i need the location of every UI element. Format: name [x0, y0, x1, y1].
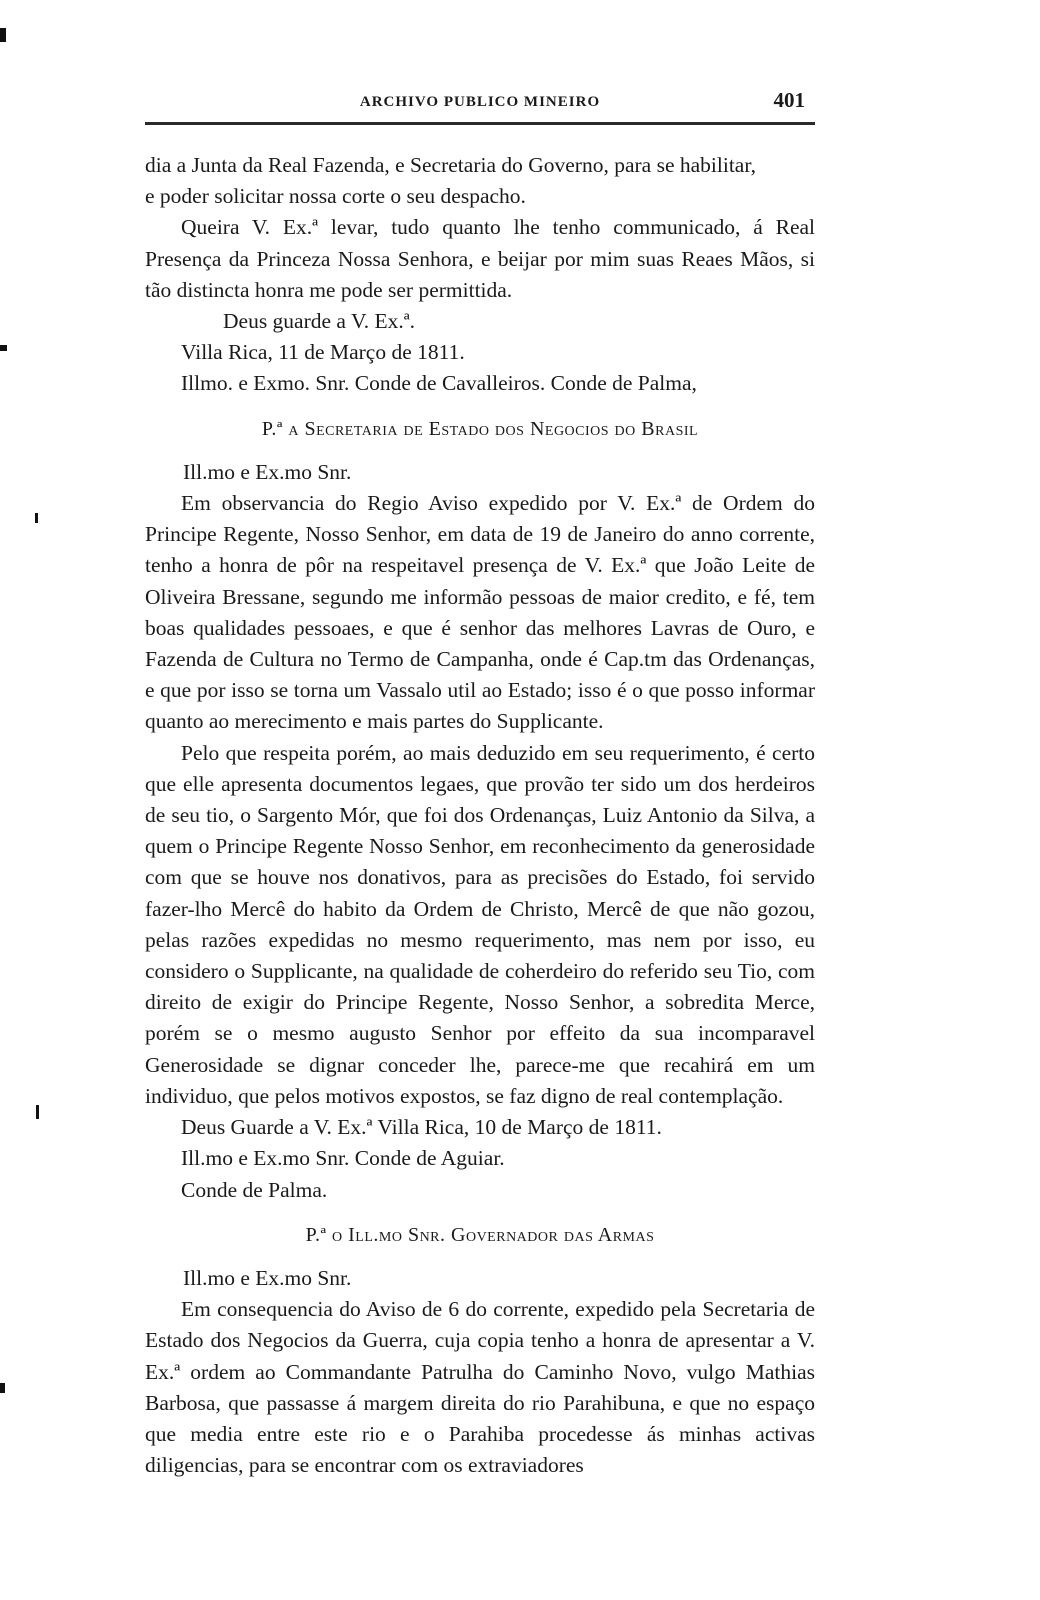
addressee-line-2: Ill.mo e Ex.mo Snr. Conde de Aguiar.: [181, 1146, 505, 1171]
date-line-1: Villa Rica, 11 de Março de 1811.: [181, 340, 465, 365]
scan-mark-left-1: [0, 345, 7, 351]
paragraph-respeita: Pelo que respeita porém, ao mais deduzido em seu requerimento, é certo que elle apresenta documentos legaes, que provão ter sido um dos herdeiros de seu tio, o Sargento Mór, que foi dos Ordenanças, Luiz Antonio da Silva, a quem o Principe Regente Nosso Senhor, em reconhecimento da generosidade com que se houve nos donativos, para as precisões do Estado, foi servido fazer-lho Mercê do habito da Ordem de Christo, Mercê de que não gozou, pelas razões expedidas no mesmo requerimento, mas nem por isso, eu considero o Supplicante, na qualidade de coherdeiro do referido seu Tio, com direito de exigir do Principe Regente, Nosso Senhor, a sobredita Merce, porém se o mesmo augusto Senhor por effeito da sua incomparavel Generosidade se dignar conceder lhe, parece-me que recahirá em um individuo, que pelos motivos expostos, se faz digno de real contemplação.: [145, 740, 815, 1108]
paragraph-continuation-line-2: e poder solicitar nossa corte o seu despacho.: [145, 184, 526, 209]
scan-mark-left-2: [35, 513, 38, 523]
scan-mark-top-left: [0, 28, 6, 42]
running-head: [145, 88, 815, 118]
salutation-3: Ill.mo e Ex.mo Snr.: [183, 1265, 352, 1290]
letter-heading-2: P.ª a Secretaria de Estado dos Negocios do Brasil: [261, 417, 699, 440]
letter-heading-3: P.ª o Ill.mo Snr. Governador das Armas: [305, 1223, 655, 1246]
scan-mark-left-3: [36, 1105, 39, 1119]
body-text: [145, 150, 815, 1481]
paragraph-observancia: Em observancia do Regio Aviso expedido por V. Ex.ª de Ordem do Principe Regente, Nosso Senhor, em data de 19 de Janeiro do anno corrente, tenho a honra de pôr na respeitavel presença de V. Ex.ª que João Leite de Oliveira Bressane, segundo me informão pessoas de maior credito, e fé, tem boas qualidades pessoaes, e que é senhor das melhores Lavras de Ouro, e Fazenda de Cultura no Termo de Campanha, onde é Cap.tm das Ordenanças, e que por isso se torna um Vassalo util ao Estado; isso é o que posso informar quanto ao merecimento e mais partes do Supplicante.: [145, 491, 815, 734]
scan-mark-left-4: [0, 1383, 5, 1393]
paragraph-continuation-line-1: dia a Junta da Real Fazenda, e Secretaria do Governo, para se habilitar,: [145, 153, 757, 177]
closing-greeting-2: Deus Guarde a V. Ex.ª Villa Rica, 10 de Março de 1811.: [181, 1115, 662, 1140]
paragraph-request: Queira V. Ex.ª levar, tudo quanto lhe tenho communicado, á Real Presença da Princeza Nossa Senhora, e beijar por mim suas Reaes Mãos, si tão distincta honra me pode ser permittida.: [145, 215, 815, 302]
addressee-line-1: Illmo. e Exmo. Snr. Conde de Cavalleiros. Conde de Palma,: [181, 371, 697, 396]
closing-greeting-1: Deus guarde a V. Ex.ª.: [223, 309, 416, 334]
paragraph-consequencia: Em consequencia do Aviso de 6 do corrente, expedido pela Secretaria de Estado dos Negocios da Guerra, cuja copia tenho a honra de apresentar a V. Ex.ª ordem ao Commandante Patrulha do Caminho Novo, vulgo Mathias Barbosa, que passasse á margem direita do rio Parahibuna, e que no espaço que media entre este rio e o Parahiba procedesse ás minhas activas diligencias, para se encontrar com os extraviadores: [145, 1297, 815, 1478]
running-head-title: ARCHIVO PUBLICO MINEIRO: [359, 94, 601, 110]
page-number: 401: [773, 88, 805, 112]
salutation-2: Ill.mo e Ex.mo Snr.: [183, 459, 352, 484]
header-rule: [145, 122, 815, 125]
signature-2: Conde de Palma.: [181, 1177, 328, 1202]
